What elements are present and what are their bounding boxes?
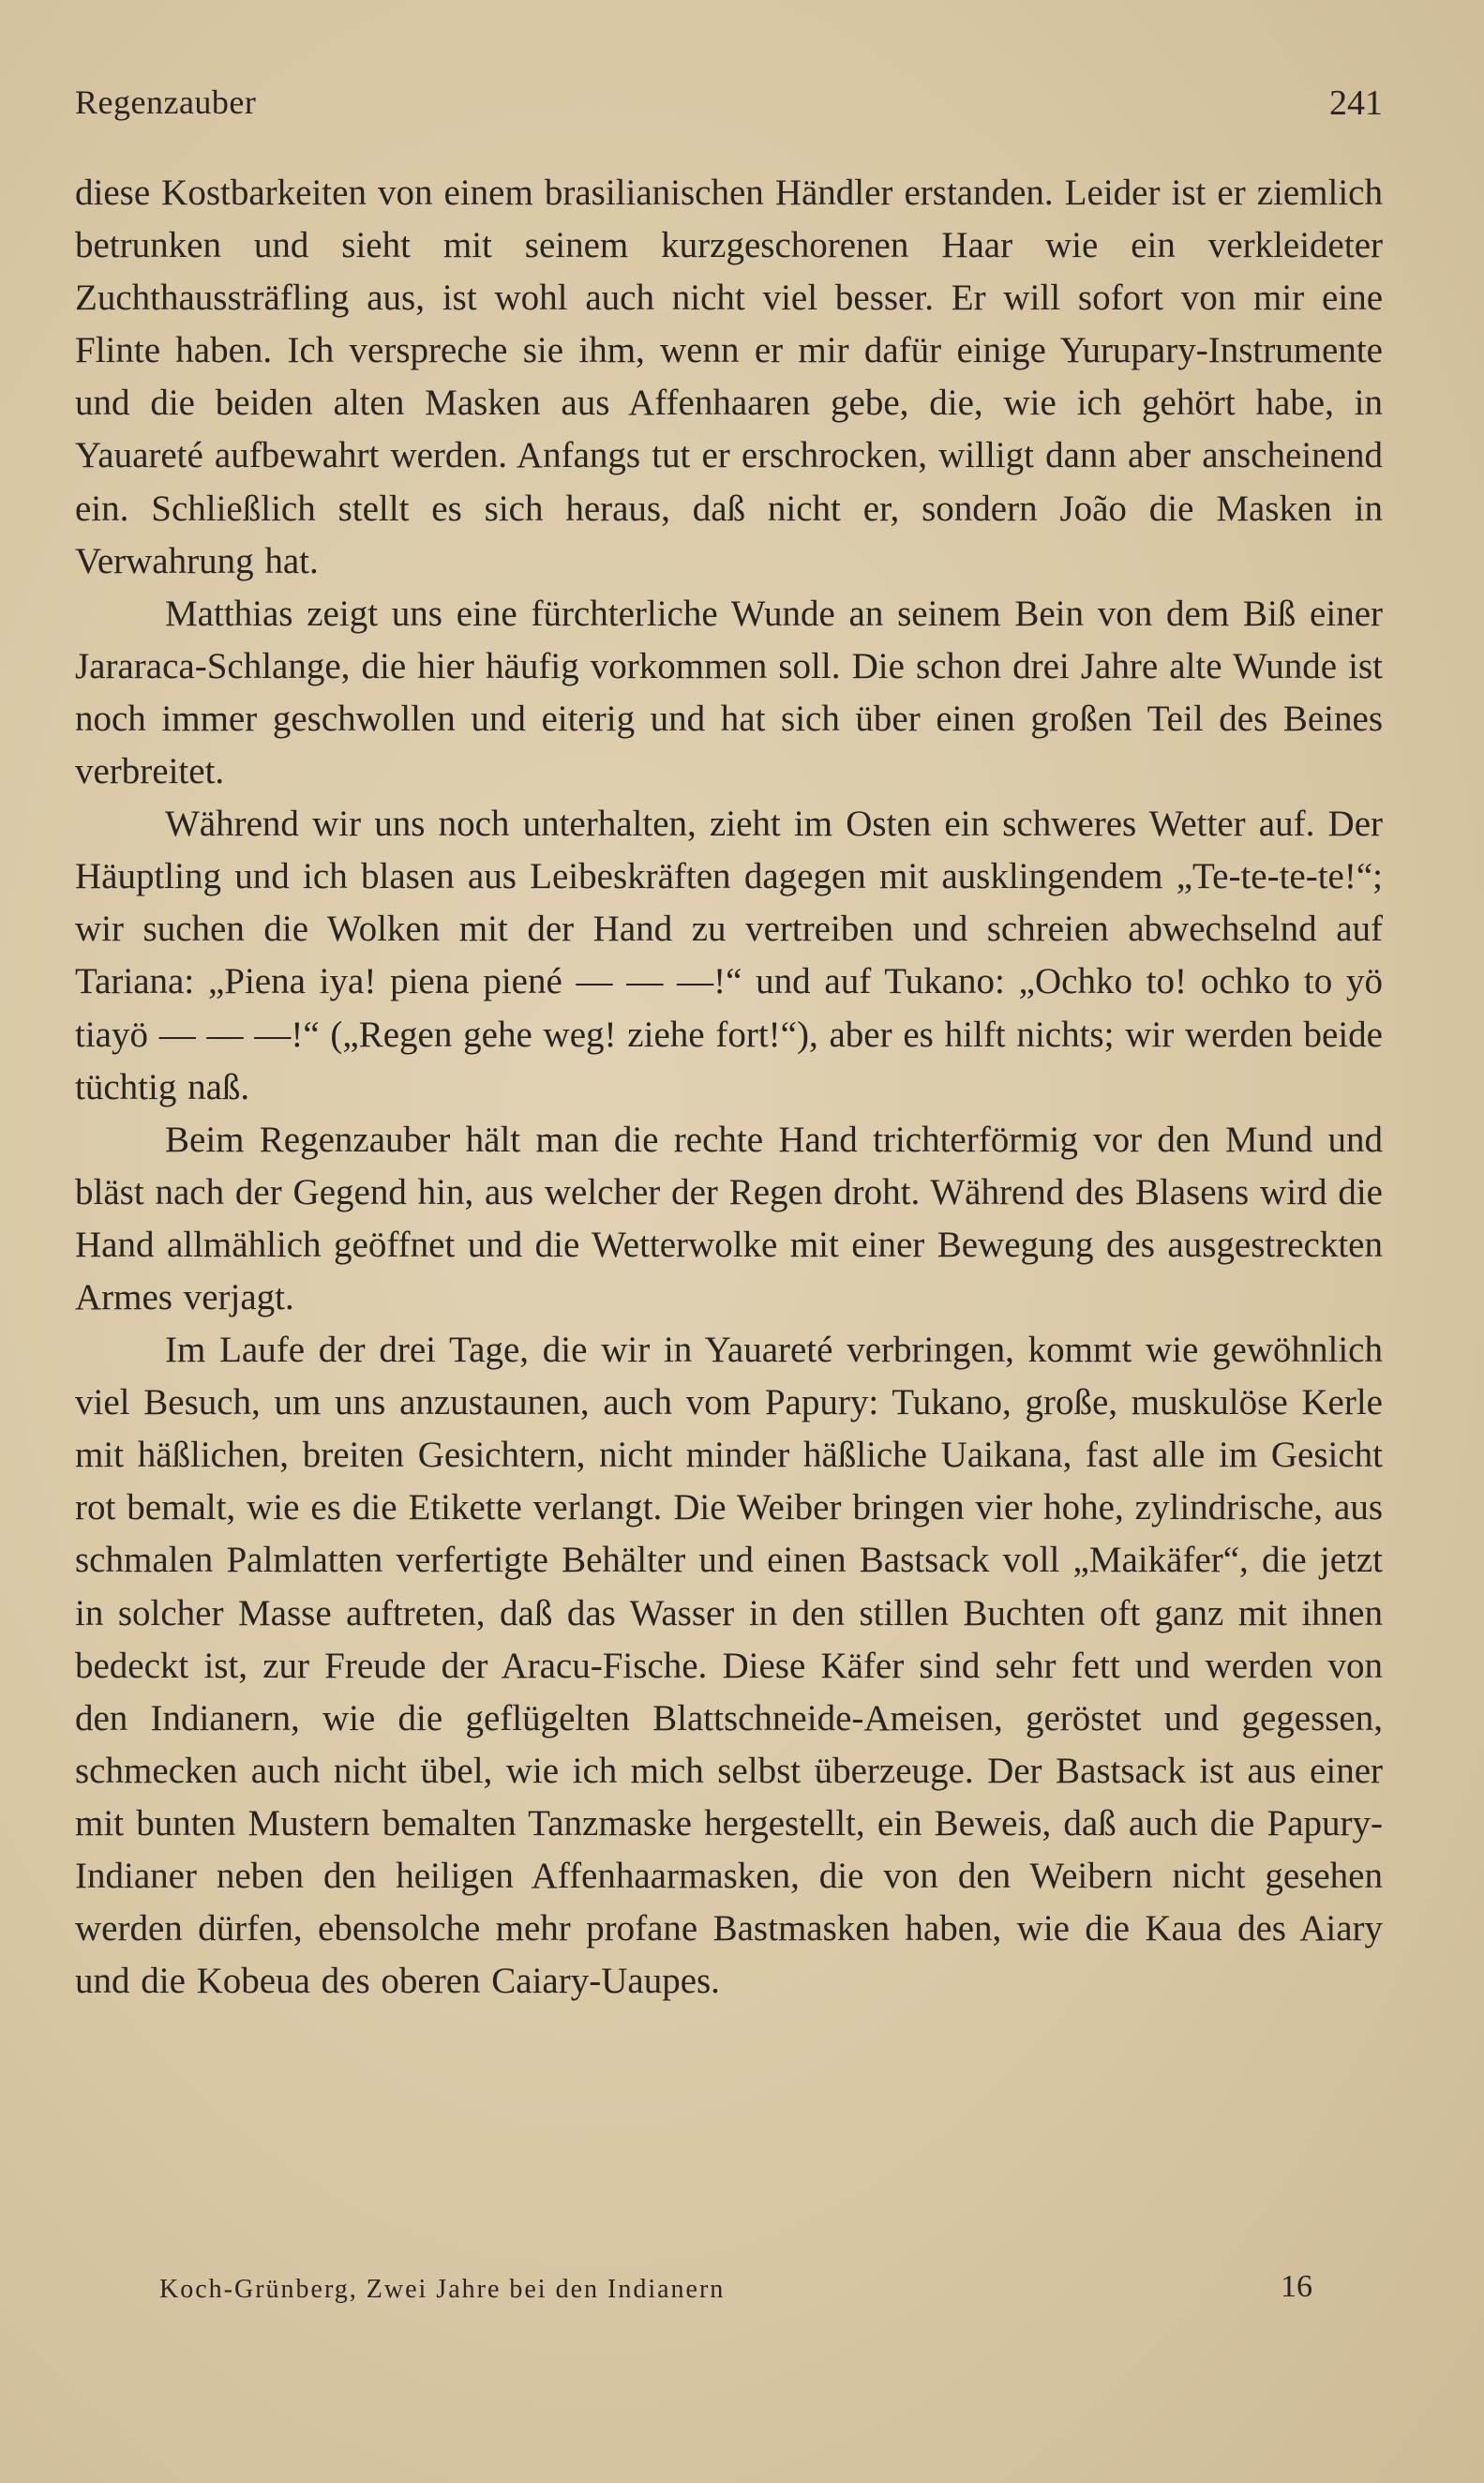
paragraph-visitors: Im Laufe der drei Tage, die wir in Yauareté verbringen, kommt wie gewöhnlich viel Besuch, um uns anzustaunen, auch vom Papury: Tukano, große, muskulöse Kerle mit häßlichen, breiten Gesichtern, nicht minder häßliche Uaikana, fast alle im Gesicht rot bemalt, wie es die Etikette verlangt. Die Weiber bringen vier hohe, zylindrische, aus schmalen Palmlatten verfertigte Behälter und einen Bastsack voll „Maikäfer“, die jetzt in solcher Masse auftreten, daß das Wasser in den stillen Buchten oft ganz mit ihnen bedeckt ist, zur Freude der Aracu-Fische. Diese Käfer sind sehr fett und werden von den Indianern, wie die geflügelten Blattschneide-Ameisen, geröstet und gegessen, schmecken auch nicht übel, wie ich mich selbst überzeuge. Der Bastsack ist aus einer mit bunten Mustern bemalten Tanzmaske hergestellt, ein Beweis, daß auch die Papury-Indianer neben den heiligen Affenhaarmasken, die von den Weibern nicht gesehen werden dürfen, ebensolche mehr profane Bastmasken haben, wie die Kaua des Aiary und die Kobeua des oberen Caiary-Uaupes. xyxy=(75,1330,1383,2002)
paragraph-storm: Während wir uns noch unterhalten, zieht im Osten ein schweres Wetter auf. Der Häuptling und ich blasen aus Leibeskräften dagegen mit ausklingendem „Te-te-te-te!“; wir suchen die Wolken mit der Hand zu vertreiben und schreien abwechselnd auf Tariana: „Piena iya! piena piené — — —!“ und auf Tukano: „Ochko to! ochko to yö tiayö — — —!“ („Regen gehe weg! ziehe fort!“), aber es hilft nichts; wir werden beide tüchtig naß. xyxy=(75,804,1383,1107)
body-text xyxy=(75,167,1383,2008)
paragraph-wound: Matthias zeigt uns eine fürchterliche Wunde an seinem Bein von dem Biß einer Jararaca-Schlange, die hier häufig vorkommen soll. Die schon drei Jahre alte Wunde ist noch immer geschwollen und eiterig und hat sich über einen großen Teil des Beines verbreitet. xyxy=(75,593,1383,792)
running-head-title: Regenzauber xyxy=(75,83,257,121)
signature-mark: 16 xyxy=(1281,2269,1312,2304)
page-number: 241 xyxy=(1329,83,1383,123)
paragraph-rain-magic: Beim Regenzauber hält man die rechte Hand trichterförmig vor den Mund und bläst nach der Gegend hin, aus welcher der Regen droht. Während des Blasens wird die Hand allmählich geöffnet und die Wetterwolke mit einer Bewegung des ausgestreckten Armes verjagt. xyxy=(75,1119,1383,1317)
running-header xyxy=(75,83,1383,126)
footer-book-title: Koch-Grünberg, Zwei Jahre bei den Indianern xyxy=(159,2275,726,2304)
paragraph-continuation: diese Kostbarkeiten von einem brasilianischen Händler erstanden. Leider ist er ziemlich betrunken und sieht mit seinem kurzgeschorenen Haar wie ein verkleideter Zuchthaussträfling aus, ist wohl auch nicht viel besser. Er will sofort von mir eine Flinte haben. Ich verspreche sie ihm, wenn er mir dafür einige Yurupary-Instrumente und die beiden alten Masken aus Affenhaaren gebe, die, wie ich gehört habe, in Yauareté aufbewahrt werden. Anfangs tut er erschrocken, willigt dann aber anscheinend ein. Schließlich stellt es sich heraus, daß nicht er, sondern João die Masken in Verwahrung hat. xyxy=(75,173,1383,581)
page-footer xyxy=(159,2269,1312,2307)
